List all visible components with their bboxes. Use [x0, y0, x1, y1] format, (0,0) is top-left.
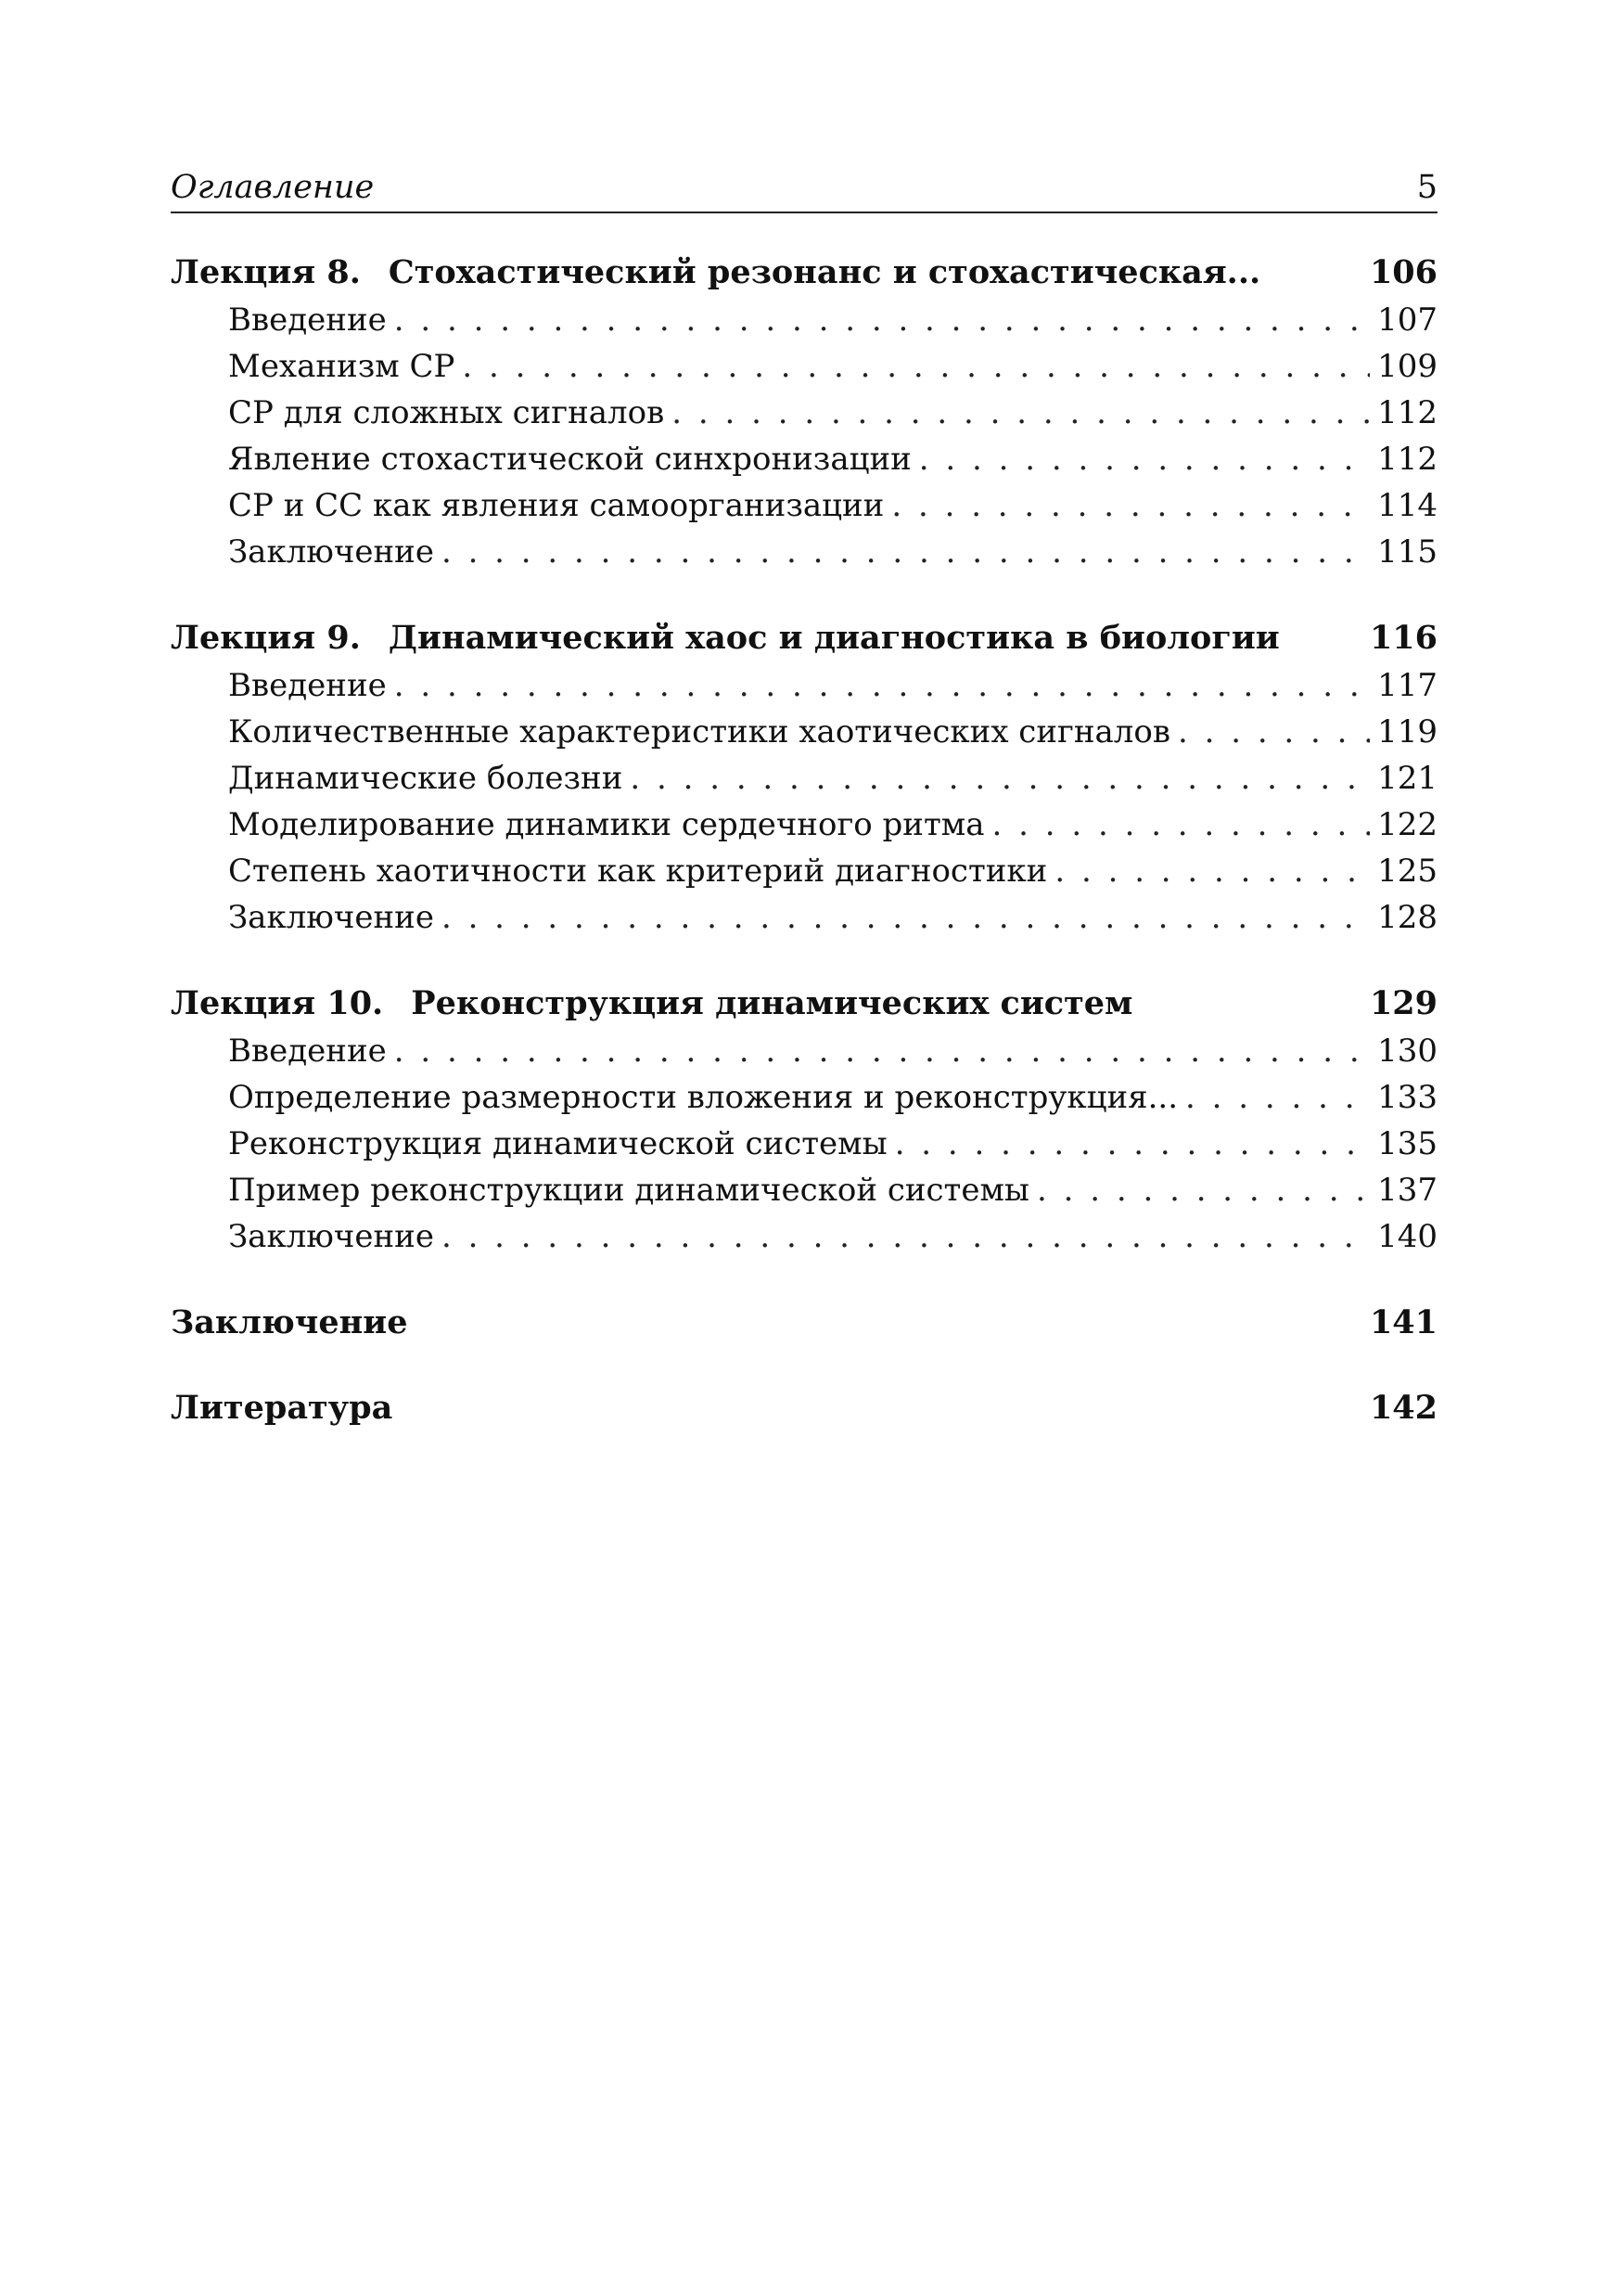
lecture-page-number: 106	[1369, 253, 1438, 291]
toc-entry[interactable]	[171, 1028, 1438, 1074]
lecture-section	[171, 980, 1438, 1260]
toc-entry[interactable]	[171, 662, 1438, 709]
dot-leader	[441, 1213, 1370, 1260]
toc-entry-page: 117	[1377, 667, 1438, 704]
running-head-title: Оглавление	[171, 169, 375, 206]
dot-leader	[1178, 709, 1370, 755]
toc-entry[interactable]	[171, 390, 1438, 436]
dot-leader	[992, 802, 1371, 848]
toc-entry[interactable]	[171, 848, 1438, 894]
toc-entry-page: 128	[1377, 899, 1438, 936]
toc-entry-page: 112	[1377, 441, 1438, 478]
lecture-title: Стохастический резонанс и стохастическая...	[388, 253, 1261, 291]
dot-leader	[1185, 1074, 1370, 1121]
toc-entry-page: 130	[1377, 1033, 1438, 1070]
toc-entry-page: 125	[1377, 853, 1438, 890]
toc-entry-title: Реконструкция динамической системы	[228, 1125, 888, 1162]
toc-entry[interactable]	[171, 1074, 1438, 1121]
toc-entry[interactable]	[171, 709, 1438, 755]
lecture-list	[171, 249, 1438, 1260]
dot-leader	[919, 436, 1370, 482]
toc-entry[interactable]	[171, 529, 1438, 575]
dot-leader	[462, 343, 1370, 390]
toc-conclusion-page: 141	[1369, 1303, 1438, 1341]
dot-leader	[1037, 1167, 1370, 1213]
toc-entry-title: Количественные характеристики хаотических сигналов	[228, 713, 1170, 750]
toc-entry-title: Степень хаотичности как критерий диагностики	[228, 853, 1048, 890]
toc-entry-page: 122	[1377, 806, 1438, 843]
toc-entry-title: Явление стохастической синхронизации	[228, 441, 912, 478]
toc-entry-title: Динамические болезни	[228, 760, 623, 797]
toc-references[interactable]	[171, 1384, 1438, 1432]
lecture-heading[interactable]	[171, 614, 1438, 662]
toc-entry-title: СР для сложных сигналов	[228, 394, 665, 431]
toc-entry[interactable]	[171, 482, 1438, 529]
toc-references-page: 142	[1369, 1389, 1438, 1427]
toc-entry[interactable]	[171, 894, 1438, 941]
toc-entry[interactable]	[171, 436, 1438, 482]
lecture-heading[interactable]	[171, 249, 1438, 297]
dot-leader	[1054, 848, 1370, 894]
lecture-page-number: 116	[1369, 619, 1438, 657]
toc-references-title: Литература	[171, 1389, 393, 1427]
toc-entry-page: 109	[1377, 348, 1438, 385]
lecture-page-number: 129	[1369, 984, 1438, 1022]
dot-leader	[441, 529, 1370, 575]
toc-entry-page: 114	[1377, 487, 1438, 524]
page-number: 5	[1416, 169, 1438, 206]
dot-leader	[671, 390, 1370, 436]
toc-entry-title: Заключение	[228, 1218, 434, 1255]
toc-entry-page: 115	[1377, 533, 1438, 571]
lecture-title: Реконструкция динамических систем	[411, 984, 1133, 1022]
dot-leader	[891, 482, 1370, 529]
lecture-section	[171, 614, 1438, 941]
toc-conclusion[interactable]	[171, 1299, 1438, 1347]
toc-entry[interactable]	[171, 343, 1438, 390]
lecture-title: Динамический хаос и диагностика в биологии	[388, 619, 1280, 657]
toc-entry[interactable]	[171, 1121, 1438, 1167]
toc-entry-title: Пример реконструкции динамической системы	[228, 1172, 1029, 1209]
toc-entry-title: Введение	[228, 1033, 387, 1070]
dot-leader	[394, 662, 1370, 709]
toc-conclusion-title: Заключение	[171, 1303, 408, 1341]
lecture-label: Лекция 9.	[171, 619, 361, 657]
toc-entry-page: 140	[1377, 1218, 1438, 1255]
lecture-label: Лекция 8.	[171, 253, 361, 291]
toc-entry-page: 135	[1377, 1125, 1438, 1162]
toc-entry-page: 121	[1377, 760, 1438, 797]
table-of-contents	[171, 249, 1438, 1469]
toc-entry-title: Заключение	[228, 533, 434, 571]
dot-leader	[630, 755, 1370, 802]
toc-entry-page: 133	[1377, 1079, 1438, 1116]
dot-leader	[895, 1121, 1370, 1167]
toc-entry-title: Определение размерности вложения и реконструкция...	[228, 1079, 1179, 1116]
toc-entry[interactable]	[171, 1167, 1438, 1213]
toc-entry-title: СР и СС как явления самоорганизации	[228, 487, 885, 524]
toc-entry-page: 112	[1377, 394, 1438, 431]
running-head	[171, 165, 1438, 213]
lecture-heading[interactable]	[171, 980, 1438, 1028]
toc-entry-title: Механизм СР	[228, 348, 455, 385]
toc-entry-title: Моделирование динамики сердечного ритма	[228, 806, 985, 843]
toc-entry[interactable]	[171, 1213, 1438, 1260]
dot-leader	[394, 1028, 1370, 1074]
toc-entry-page: 107	[1377, 301, 1438, 339]
toc-entry[interactable]	[171, 802, 1438, 848]
dot-leader	[441, 894, 1370, 941]
toc-entry-page: 119	[1377, 713, 1438, 750]
toc-entry-title: Введение	[228, 667, 387, 704]
toc-entry[interactable]	[171, 755, 1438, 802]
toc-entry[interactable]	[171, 297, 1438, 343]
toc-entry-title: Заключение	[228, 899, 434, 936]
toc-entry-page: 137	[1377, 1172, 1438, 1209]
lecture-label: Лекция 10.	[171, 984, 384, 1022]
dot-leader	[394, 297, 1370, 343]
lecture-section	[171, 249, 1438, 575]
toc-entry-title: Введение	[228, 301, 387, 339]
